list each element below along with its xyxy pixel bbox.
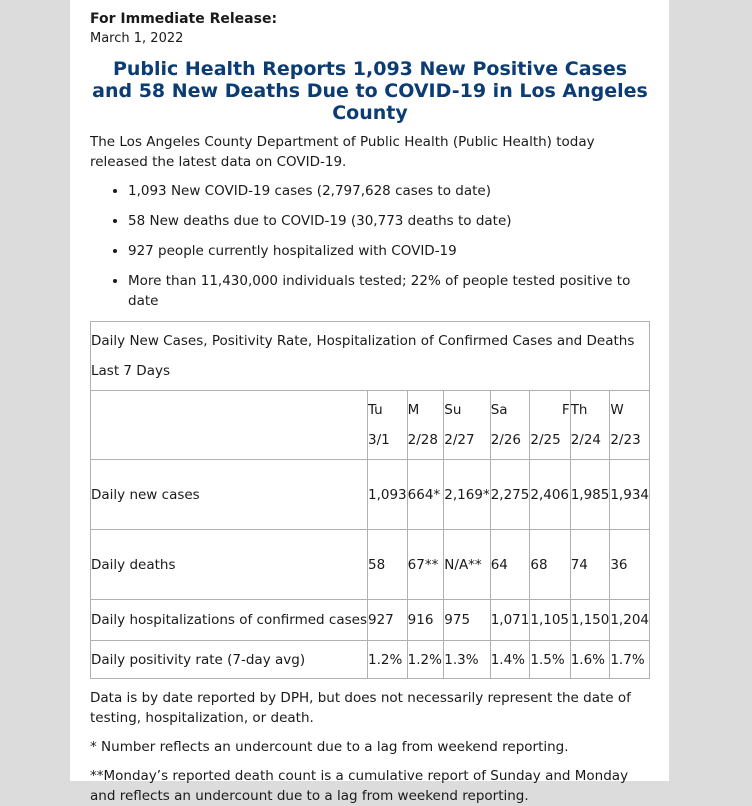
row-label: Daily positivity rate (7-day avg) bbox=[91, 641, 368, 679]
table-cell: 1,934 bbox=[610, 460, 650, 530]
table-cell: 1,150 bbox=[570, 600, 610, 641]
header-day-w bbox=[610, 391, 650, 460]
table-cell: 927 bbox=[367, 600, 407, 641]
table-cell: 1.5% bbox=[530, 641, 570, 679]
row-label: Daily deaths bbox=[91, 530, 368, 600]
table-cell: 1,985 bbox=[570, 460, 610, 530]
table-cell: 975 bbox=[444, 600, 490, 641]
day-date: 2/25 bbox=[530, 432, 561, 448]
header-day-sa bbox=[490, 391, 530, 460]
table-cell: 67** bbox=[407, 530, 444, 600]
fact-item: • 58 New deaths due to COVID-19 (30,773 deaths to date) bbox=[128, 211, 650, 231]
table-cell: 36 bbox=[610, 530, 650, 600]
table-cell: 1.2% bbox=[367, 641, 407, 679]
table-cell: 1.7% bbox=[610, 641, 650, 679]
covid-data-table bbox=[90, 321, 650, 679]
day-date: 2/24 bbox=[570, 432, 602, 448]
day-date: 2/28 bbox=[407, 432, 438, 448]
table-cell: 2,169* bbox=[444, 460, 490, 530]
table-caption: Daily New Cases, Positivity Rate, Hospitalization of Confirmed Cases and Deaths Last 7 Days bbox=[91, 322, 650, 391]
table-cell: 58 bbox=[367, 530, 407, 600]
footnote-single-asterisk: * Number reflects an undercount due to a lag from weekend reporting. bbox=[90, 739, 569, 755]
table-cell: 1.3% bbox=[444, 641, 490, 679]
day-date: 2/27 bbox=[444, 432, 475, 448]
day-name: Su bbox=[444, 402, 462, 418]
day-name: Sa bbox=[490, 402, 508, 418]
document-page bbox=[70, 0, 669, 804]
footnote-double-asterisk: **Monday’s reported death count is a cumulative report of Sunday and Monday and reflects an undercount due to a lag from weekend reporting. bbox=[90, 768, 629, 804]
intro-paragraph: The Los Angeles County Department of Public Health (Public Health) today released the latest data on COVID-19. bbox=[90, 134, 595, 170]
table-cell: 2,406 bbox=[530, 460, 570, 530]
table-header-row bbox=[91, 391, 650, 460]
headline: Public Health Reports 1,093 New Positive Cases and 58 New Deaths Due to COVID-19 in Los Angeles County bbox=[92, 58, 648, 124]
table-cell: 916 bbox=[407, 600, 444, 641]
press-release bbox=[90, 10, 650, 806]
release-label: For Immediate Release: bbox=[90, 11, 278, 27]
table-cell: 2,275 bbox=[490, 460, 530, 530]
fact-item: • More than 11,430,000 individuals tested; 22% of people tested positive to date bbox=[128, 271, 650, 311]
table-cell: 1,093 bbox=[367, 460, 407, 530]
day-date: 2/26 bbox=[490, 432, 522, 448]
day-name: Tu bbox=[367, 402, 383, 418]
header-day-su bbox=[444, 391, 490, 460]
day-date: 3/1 bbox=[367, 432, 390, 448]
row-label: Daily hospitalizations of confirmed cases bbox=[91, 600, 368, 641]
day-name: F bbox=[561, 402, 570, 418]
header-day-f bbox=[530, 391, 570, 460]
day-date: 2/23 bbox=[610, 432, 641, 448]
table-cell: 1,105 bbox=[530, 600, 570, 641]
table-cell: N/A** bbox=[444, 530, 490, 600]
table-cell: 1,204 bbox=[610, 600, 650, 641]
day-name: M bbox=[407, 402, 420, 418]
data-note: Data is by date reported by DPH, but does not necessarily represent the date of testing, hospitalization, or death. bbox=[90, 690, 631, 726]
fact-list bbox=[90, 181, 650, 311]
header-day-m bbox=[407, 391, 444, 460]
header-day-th bbox=[570, 391, 610, 460]
table-caption-row bbox=[91, 322, 650, 391]
table-row bbox=[91, 460, 650, 530]
table-row bbox=[91, 600, 650, 641]
table-cell: 664* bbox=[407, 460, 444, 530]
table-cell: 68 bbox=[530, 530, 570, 600]
day-name: Th bbox=[570, 402, 588, 418]
table-cell: 74 bbox=[570, 530, 610, 600]
table-cell: 1.4% bbox=[490, 641, 530, 679]
table-cell: 1.2% bbox=[407, 641, 444, 679]
table-cell: 64 bbox=[490, 530, 530, 600]
table-row bbox=[91, 641, 650, 679]
row-label: Daily new cases bbox=[91, 460, 368, 530]
table-row bbox=[91, 530, 650, 600]
day-name: W bbox=[610, 402, 624, 418]
header-blank-cell bbox=[91, 391, 368, 460]
table-cell: 1.6% bbox=[570, 641, 610, 679]
fact-item: • 1,093 New COVID-19 cases (2,797,628 cases to date) bbox=[128, 181, 650, 201]
header-day-tu bbox=[367, 391, 407, 460]
fact-item: • 927 people currently hospitalized with COVID-19 bbox=[128, 241, 650, 261]
table-cell: 1,071 bbox=[490, 600, 530, 641]
release-date: March 1, 2022 bbox=[90, 31, 184, 46]
